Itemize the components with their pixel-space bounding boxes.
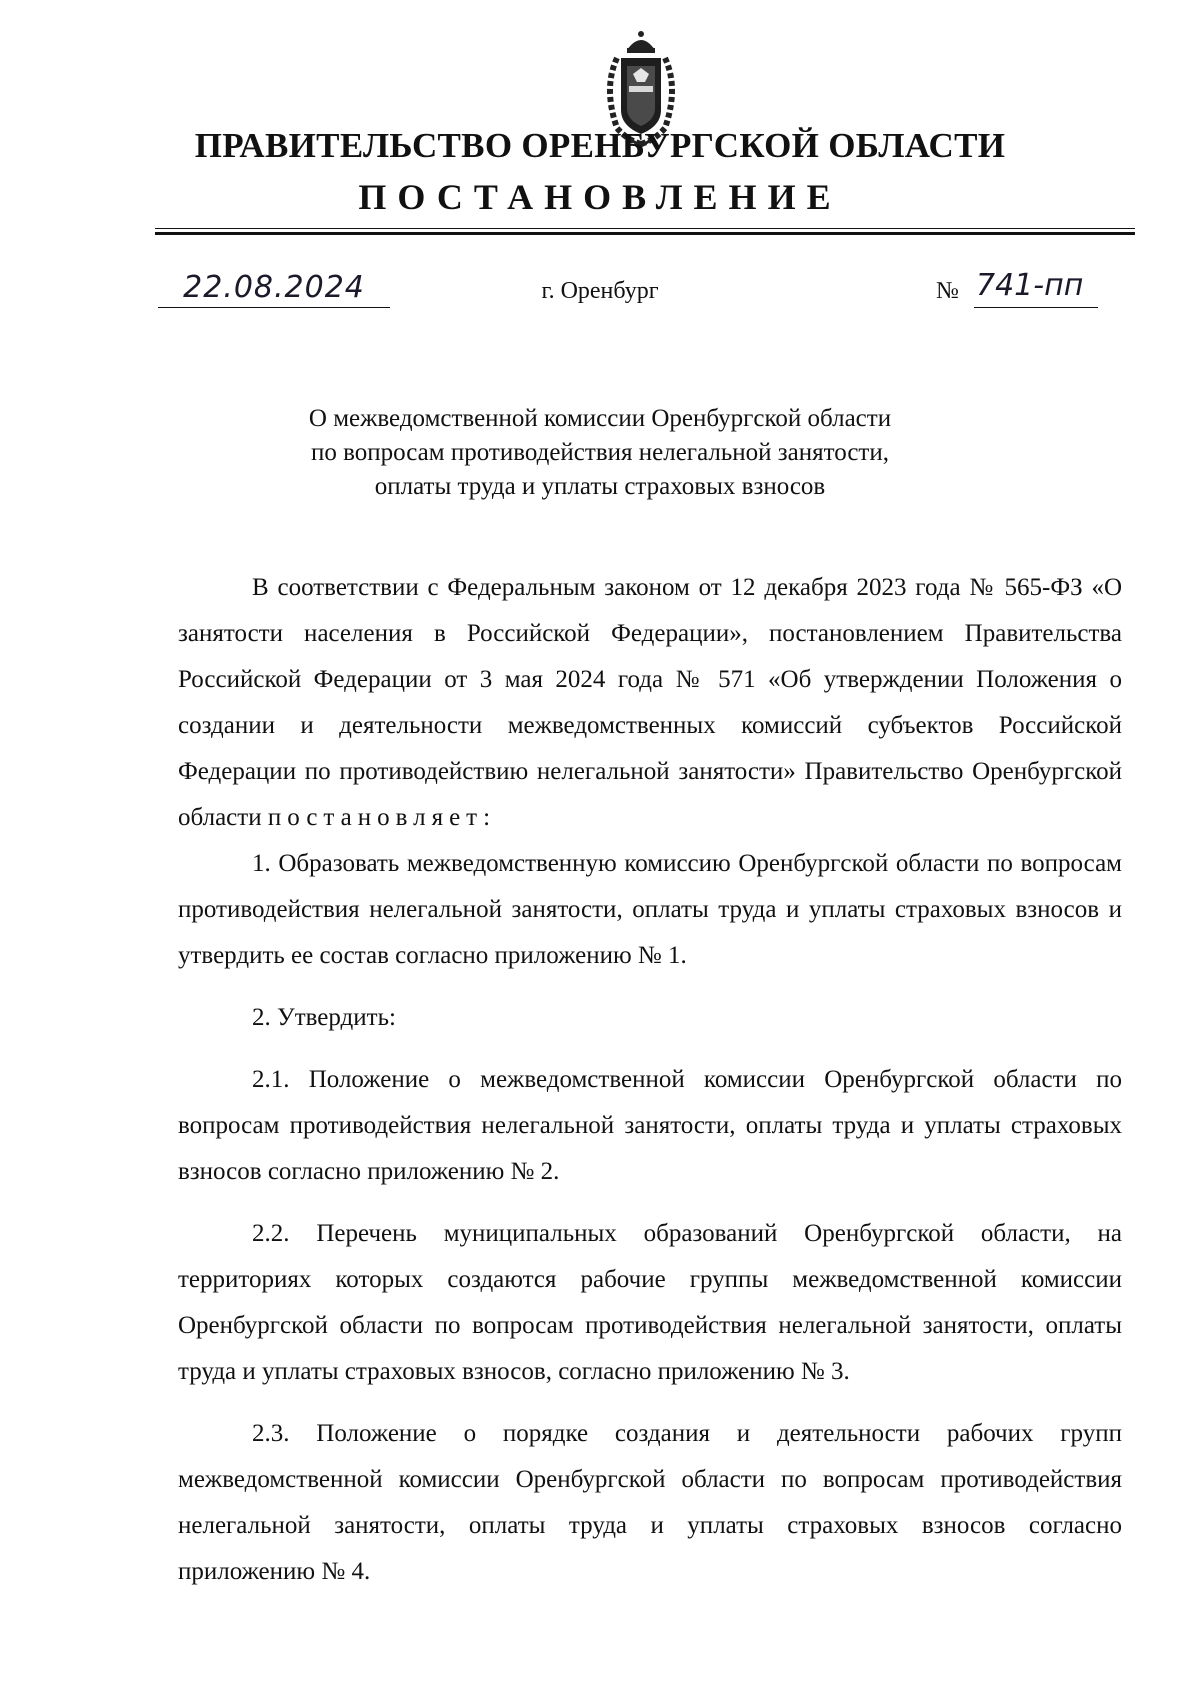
document-date: 22.08.2024 <box>183 270 365 305</box>
clause-paragraph: 2.3. Положение о порядке создания и деятельности рабочих групп межведомственной комиссии Оренбургской области по вопросам противодействия нелегальной занятости, оплаты труда и уплаты страховых взносов согласно приложению № 4. <box>178 1420 1122 1585</box>
preamble-text: В соответствии с Федеральным законом от 12 декабря 2023 года № 565-ФЗ «О занятости населения в Российской Федерации», постановлением Правительства Российской Федерации от 3 мая 2024 года № 571 «Об утверждении Положения о создании и деятельности межведомственных комиссий субъектов Российской Федерации по противодействию нелегальной занятости» Правительство Оренбургской области <box>178 574 1122 831</box>
document-body <box>178 565 1122 1611</box>
document-type: ПОСТАНОВЛЕНИЕ <box>358 177 842 217</box>
number-underline <box>974 307 1098 308</box>
clause-paragraph: 2.2. Перечень муниципальных образований Оренбургской области, на территориях которых создаются рабочие группы межведомственной комиссии Оренбургской области по вопросам противодействия нелегальной занятости, оплаты труда и уплаты страховых взносов, согласно приложению № 3. <box>178 1220 1122 1385</box>
document-number: 741-пп <box>976 268 1084 303</box>
preamble-paragraph <box>178 565 1122 841</box>
title-line: по вопросам противодействия нелегальной занятости, <box>311 439 889 466</box>
number-sign: № <box>936 278 959 304</box>
clause-paragraph: 2.1. Положение о межведомственной комиссии Оренбургской области по вопросам противодействия нелегальной занятости, оплаты труда и уплаты страховых взносов согласно приложению № 2. <box>178 1066 1122 1185</box>
header-divider-thin <box>155 228 1135 229</box>
organization-name: ПРАВИТЕЛЬСТВО ОРЕНБУРГСКОЙ ОБЛАСТИ <box>194 126 1006 165</box>
clause-paragraph: 2. Утвердить: <box>252 1004 396 1031</box>
header-divider-thick <box>155 232 1135 235</box>
date-underline <box>158 307 390 308</box>
title-line: О межведомственной комиссии Оренбургской области <box>308 405 892 432</box>
clause-paragraph: 1. Образовать межведомственную комиссию Оренбургской области по вопросам противодействия нелегальной занятости, оплаты труда и уплаты страховых взносов и утвердить ее состав согласно приложению № 1. <box>178 850 1122 969</box>
title-line: оплаты труда и уплаты страховых взносов <box>374 473 826 500</box>
resolves-word: постановляет: <box>267 804 497 831</box>
city: г. Оренбург <box>541 278 659 304</box>
document-title <box>0 402 1200 504</box>
